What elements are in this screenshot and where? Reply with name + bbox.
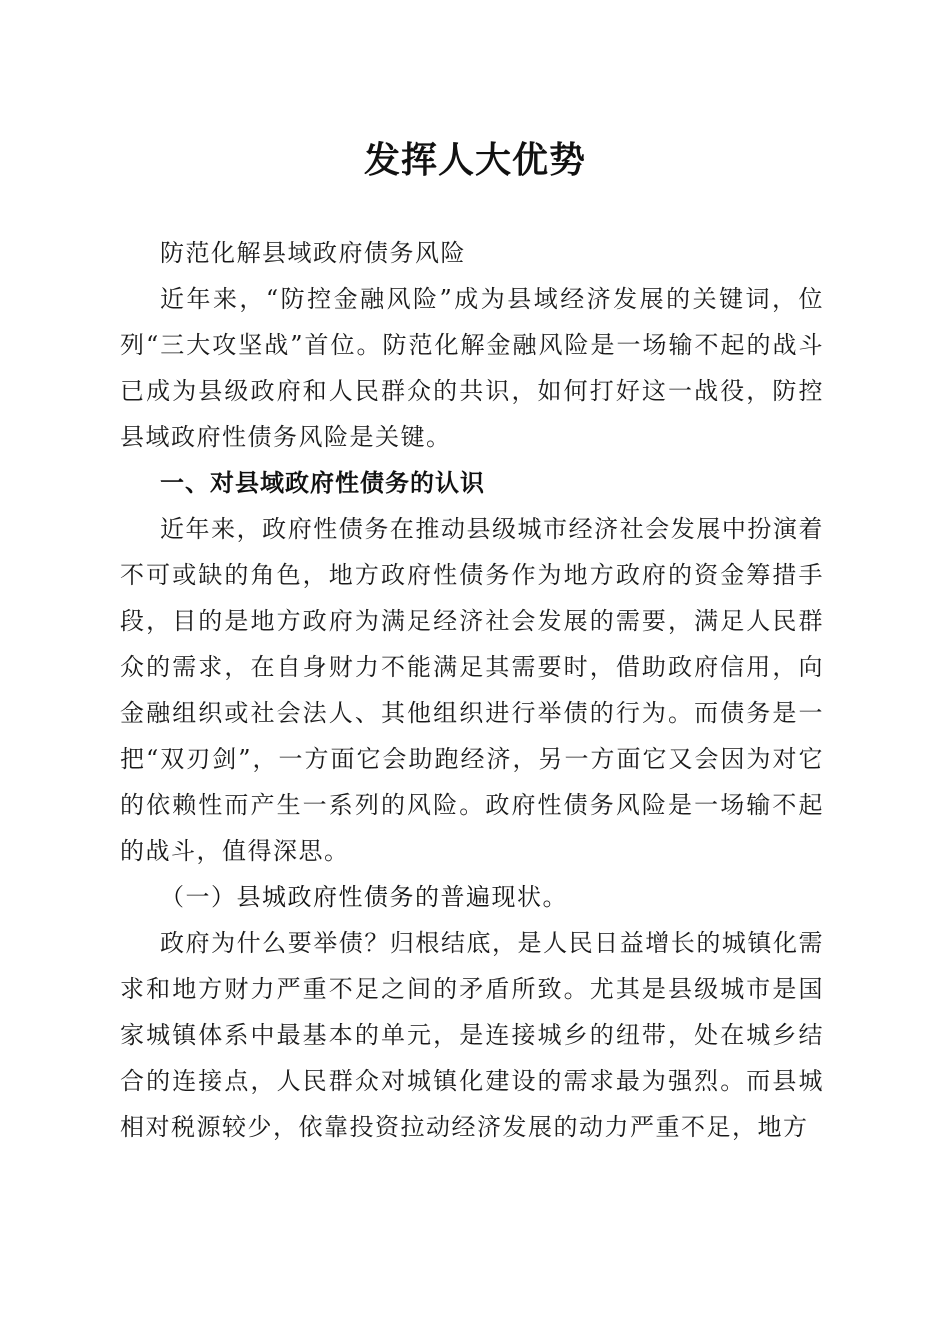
section-1-paragraph: 近年来，政府性债务在推动县级城市经济社会发展中扮演着不可或缺的角色，地方政府性债务作为地方政府的资金筹措手段，目的是地方政府为满足经济社会发展的需要，满足人民群众的需求，在自身财力不能满足其需要时，借助政府信用，向金融组织或社会法人、其他组织进行举债的行为。而债务是一把“双刃剑”，一方面它会助跑经济，另一方面它又会因为对它的依赖性而产生一系列的风险。政府性债务风险是一场输不起的战斗，值得深思。 <box>120 515 824 865</box>
section-heading-1: 一、对县域政府性债务的认识 <box>160 469 485 497</box>
intro-paragraph: 近年来，“防控金融风险”成为县域经济发展的关键词，位列“三大攻坚战”首位。防范化解金融风险是一场输不起的战斗已成为县级政府和人民群众的共识，如何打好这一战役，防控县域政府性债务风险是关键。 <box>120 285 824 451</box>
document-body <box>120 230 824 1150</box>
document-subtitle: 防范化解县域政府债务风险 <box>160 239 466 267</box>
subsection-heading-1: （一）县城政府性债务的普遍现状。 <box>160 883 568 911</box>
subsection-1-paragraph: 政府为什么要举债？归根结底，是人民日益增长的城镇化需求和地方财力严重不足之间的矛盾所致。尤其是县级城市是国家城镇体系中最基本的单元，是连接城乡的纽带，处在城乡结合的连接点，人民群众对城镇化建设的需求最为强烈。而县城相对税源较少，依靠投资拉动经济发展的动力严重不足，地方 <box>120 929 824 1141</box>
document-title: 发挥人大优势 <box>363 139 586 181</box>
